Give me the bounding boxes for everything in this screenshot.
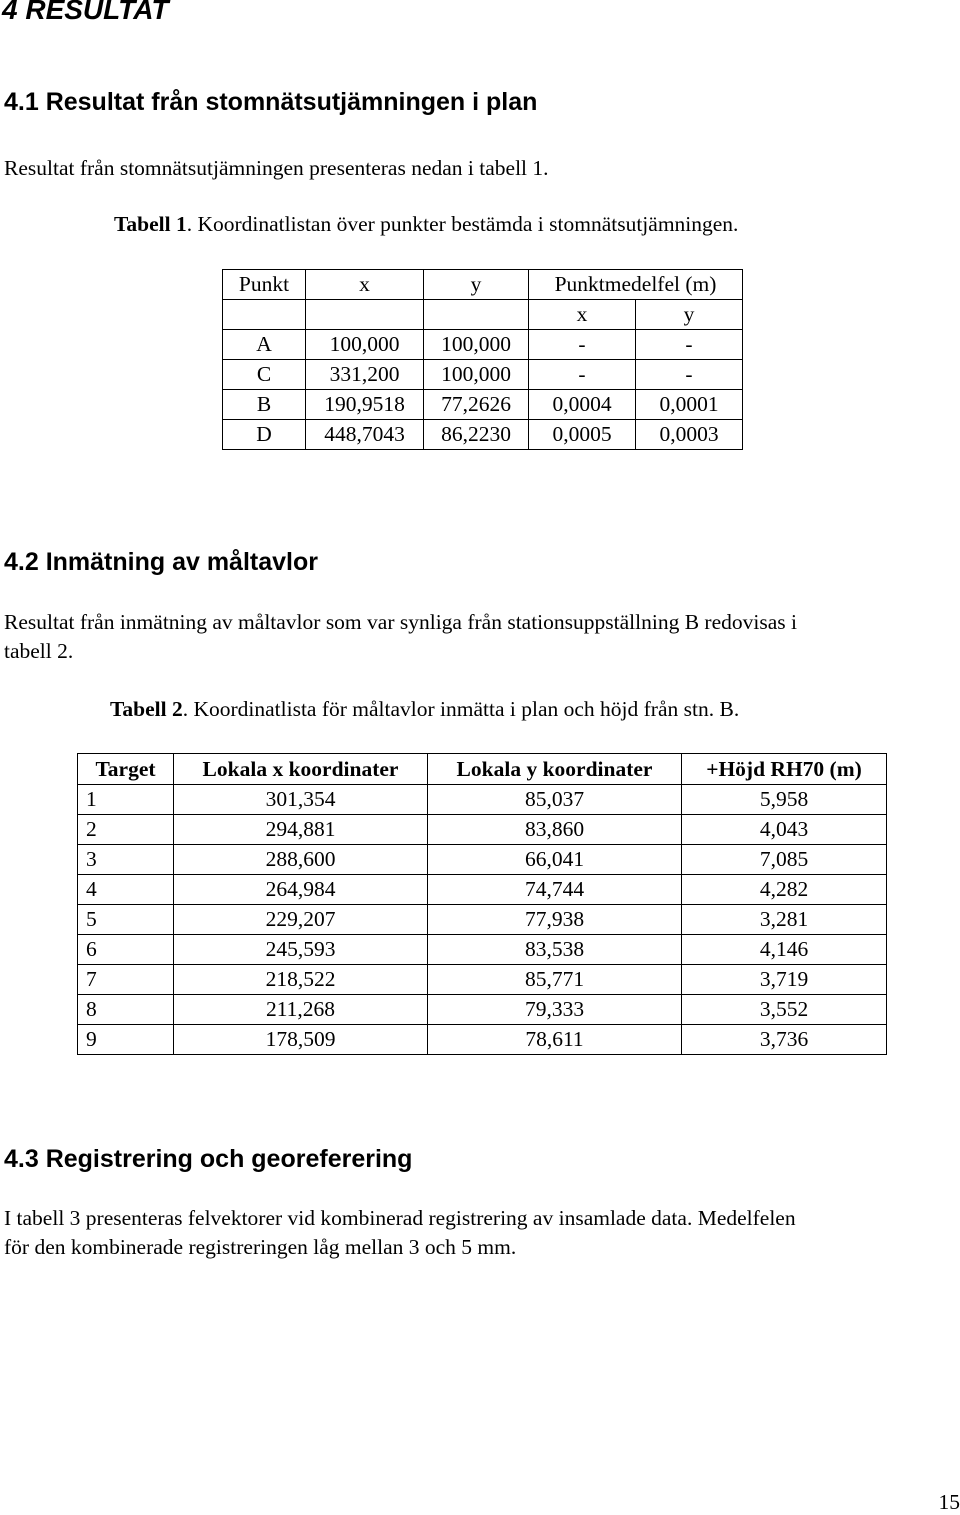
table-row xyxy=(78,935,887,965)
table-cell: - xyxy=(636,360,743,390)
table-2 xyxy=(77,753,887,1055)
table-cell: 1 xyxy=(78,785,174,815)
table-cell: 9 xyxy=(78,1025,174,1055)
table-cell: 0,0003 xyxy=(636,420,743,450)
table-row xyxy=(78,815,887,845)
table-cell: 78,611 xyxy=(428,1025,682,1055)
table-cell: A xyxy=(223,330,306,360)
section-1-paragraph: Resultat från stomnätsutjämningen presenteras nedan i tabell 1. xyxy=(4,156,549,180)
table-cell: 331,200 xyxy=(306,360,424,390)
table-cell: 66,041 xyxy=(428,845,682,875)
section-heading-4-1: 4.1 Resultat från stomnätsutjämningen i plan xyxy=(4,88,538,116)
section-3-paragraph-line-1: I tabell 3 presenteras felvektorer vid kombinerad registrering av insamlade data. Medelfelen xyxy=(4,1206,796,1230)
table-cell: 7 xyxy=(78,965,174,995)
table-cell: 83,860 xyxy=(428,815,682,845)
table-cell: 83,538 xyxy=(428,935,682,965)
table-1-subheader-cell: y xyxy=(636,300,743,330)
table-cell: 4 xyxy=(78,875,174,905)
table-cell: 5 xyxy=(78,905,174,935)
table-cell: 100,000 xyxy=(424,330,529,360)
page-heading: 4 RESULTAT xyxy=(2,0,169,25)
table-cell: 6 xyxy=(78,935,174,965)
table-cell: 100,000 xyxy=(306,330,424,360)
table-cell: 264,984 xyxy=(174,875,428,905)
table-1-empty-cell xyxy=(223,300,306,330)
table-1-subheader-row xyxy=(223,300,743,330)
table-1-subheader-cell: x xyxy=(529,300,636,330)
table-cell: 2 xyxy=(78,815,174,845)
table-cell: 245,593 xyxy=(174,935,428,965)
table-cell: 211,268 xyxy=(174,995,428,1025)
table-2-caption-label: Tabell 2 xyxy=(110,697,183,721)
table-row xyxy=(223,390,743,420)
table-1-caption-label: Tabell 1 xyxy=(114,212,187,236)
table-cell: 218,522 xyxy=(174,965,428,995)
table-2-header-cell: Lokala y koordinater xyxy=(428,754,682,785)
table-row xyxy=(78,905,887,935)
table-2-header-cell: +Höjd RH70 (m) xyxy=(682,754,887,785)
table-cell: 3,719 xyxy=(682,965,887,995)
table-cell: 178,509 xyxy=(174,1025,428,1055)
table-1-caption xyxy=(114,212,738,237)
table-1-caption-text: . Koordinatlistan över punkter bestämda i stomnätsutjämningen. xyxy=(186,212,739,236)
table-cell: D xyxy=(223,420,306,450)
table-cell: 4,282 xyxy=(682,875,887,905)
table-1-header-cell: Punktmedelfel (m) xyxy=(529,270,743,300)
table-1-header-cell: Punkt xyxy=(223,270,306,300)
table-2-caption xyxy=(110,697,739,722)
table-1-empty-cell xyxy=(424,300,529,330)
table-cell: 288,600 xyxy=(174,845,428,875)
section-3-paragraph-line-2: för den kombinerade registreringen låg mellan 3 och 5 mm. xyxy=(4,1235,517,1259)
table-2-caption-text: . Koordinatlista för måltavlor inmätta i plan och höjd från stn. B. xyxy=(182,697,740,721)
table-1-header-cell: x xyxy=(306,270,424,300)
table-cell: 85,037 xyxy=(428,785,682,815)
table-cell: 79,333 xyxy=(428,995,682,1025)
table-row xyxy=(78,965,887,995)
table-cell: 0,0001 xyxy=(636,390,743,420)
table-cell: - xyxy=(529,360,636,390)
section-heading-4-2: 4.2 Inmätning av måltavlor xyxy=(4,548,318,576)
table-row xyxy=(78,785,887,815)
table-cell: 7,085 xyxy=(682,845,887,875)
table-cell: - xyxy=(636,330,743,360)
table-row xyxy=(78,845,887,875)
table-cell: 294,881 xyxy=(174,815,428,845)
table-2-header-cell: Lokala x koordinater xyxy=(174,754,428,785)
section-heading-4-3: 4.3 Registrering och georeferering xyxy=(4,1145,413,1173)
section-2-paragraph-line-1: Resultat från inmätning av måltavlor som var synliga från stationsuppställning B redovisas i xyxy=(4,610,797,634)
table-cell: 190,9518 xyxy=(306,390,424,420)
table-1 xyxy=(222,269,743,450)
table-row xyxy=(223,330,743,360)
table-2-header-cell: Target xyxy=(78,754,174,785)
table-cell: 85,771 xyxy=(428,965,682,995)
table-cell: 86,2230 xyxy=(424,420,529,450)
table-cell: 301,354 xyxy=(174,785,428,815)
page-number: 15 xyxy=(938,1490,960,1514)
table-cell: 3,552 xyxy=(682,995,887,1025)
table-2-header-row xyxy=(78,754,887,785)
table-cell: 229,207 xyxy=(174,905,428,935)
table-cell: 3,281 xyxy=(682,905,887,935)
table-1-header-cell: y xyxy=(424,270,529,300)
table-cell: 74,744 xyxy=(428,875,682,905)
table-cell: 100,000 xyxy=(424,360,529,390)
table-cell: B xyxy=(223,390,306,420)
table-row xyxy=(223,420,743,450)
table-cell: - xyxy=(529,330,636,360)
table-1-header-row xyxy=(223,270,743,300)
table-cell: 0,0004 xyxy=(529,390,636,420)
table-cell: 5,958 xyxy=(682,785,887,815)
table-cell: 4,146 xyxy=(682,935,887,965)
table-row xyxy=(78,875,887,905)
table-cell: 77,2626 xyxy=(424,390,529,420)
table-cell: C xyxy=(223,360,306,390)
section-2-paragraph-line-2: tabell 2. xyxy=(4,639,74,663)
table-cell: 3,736 xyxy=(682,1025,887,1055)
table-cell: 8 xyxy=(78,995,174,1025)
table-1-empty-cell xyxy=(306,300,424,330)
table-row xyxy=(78,995,887,1025)
table-cell: 448,7043 xyxy=(306,420,424,450)
table-row xyxy=(78,1025,887,1055)
table-cell: 3 xyxy=(78,845,174,875)
table-cell: 0,0005 xyxy=(529,420,636,450)
table-cell: 4,043 xyxy=(682,815,887,845)
table-row xyxy=(223,360,743,390)
table-cell: 77,938 xyxy=(428,905,682,935)
